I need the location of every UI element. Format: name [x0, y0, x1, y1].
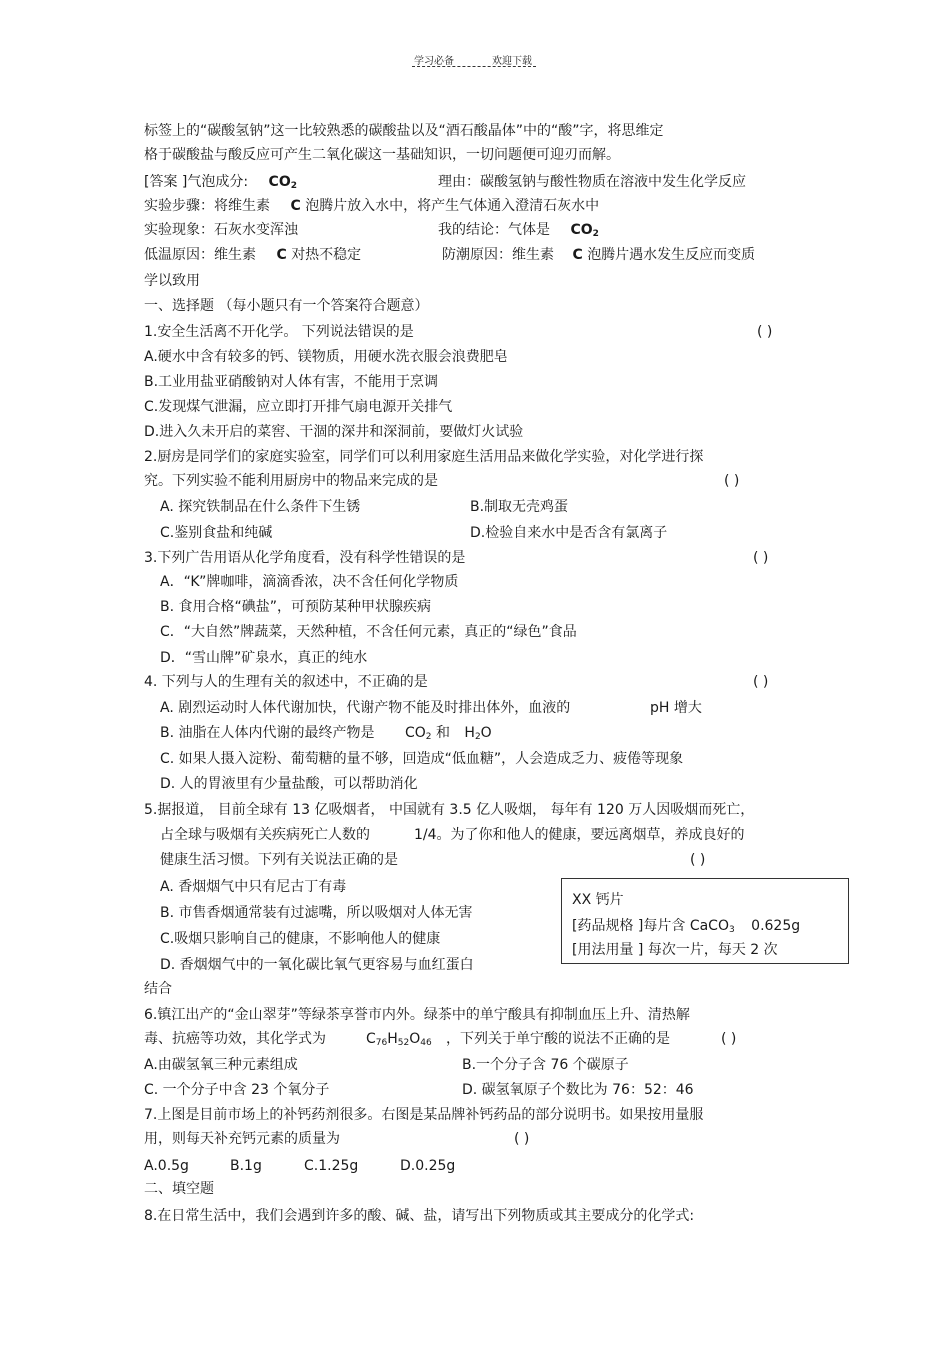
- apply-heading: 学以致用: [144, 273, 200, 289]
- q7-option-b: B.1g: [230, 1158, 262, 1174]
- intro-line-2: 格于碳酸盐与酸反应可产生二氧化碳这一基础知识，一切问题便可迎刃而解。: [144, 147, 620, 163]
- header-divider: [412, 66, 536, 67]
- q5-option-c: C.吸烟只影响自己的健康，不影响他人的健康: [160, 931, 441, 947]
- q2-stem-1: 2.厨房是同学们的家庭实验室，同学们可以利用家庭生活用品来做化学实验，对化学进行探: [144, 449, 704, 465]
- q1-option-d: D.进入久未开启的菜窖、干涸的深井和深洞前，要做灯火试验: [144, 424, 524, 440]
- label-usage: [用法用量 ] 每次一片，每天 2 次: [572, 942, 778, 958]
- q5-option-a: A. 香烟烟气中只有尼古丁有毒: [160, 879, 347, 895]
- q3-stem: 3.下列广告用语从化学角度看，没有科学性错误的是: [144, 550, 466, 566]
- vitamin-c: C: [572, 247, 583, 263]
- q7-stem-1: 7.上图是目前市场上的补钙药剂很多。右图是某品牌补钙药品的部分说明书。如果按用量服: [144, 1107, 704, 1123]
- q5-stem-2b: 1/4。为了你和他人的健康，要远离烟草，养成良好的: [414, 827, 745, 843]
- q5-stem-1: 5.据报道， 目前全球有 13 亿吸烟者， 中国就有 3.5 亿人吸烟， 每年有 120 万人因吸烟而死亡，: [144, 802, 755, 818]
- formula-h-sub: 52: [397, 1038, 410, 1048]
- q5-option-d: D. 香烟烟气中的一氧化碳比氧气更容易与血红蛋白: [160, 957, 474, 973]
- q5-stem-2a: 占全球与吸烟有关疾病死亡人数的: [160, 827, 370, 843]
- q6-option-d: D. 碳氢氧原子个数比为 76：52：46: [462, 1082, 694, 1098]
- steps-b: 泡腾片放入水中，将产生气体通入澄清石灰水中: [305, 198, 600, 214]
- h2o-h: H: [464, 725, 475, 741]
- q1-option-b: B.工业用盐亚硝酸钠对人体有害，不能用于烹调: [144, 374, 439, 390]
- conclusion-text: 我的结论：气体是: [438, 222, 550, 238]
- q8-stem: 8.在日常生活中，我们会遇到许多的酸、碱、盐，请写出下列物质或其主要成分的化学式:: [144, 1208, 695, 1224]
- q5-option-b: B. 市售香烟通常装有过滤嘴，所以吸烟对人体无害: [160, 905, 473, 921]
- moist-a: 防潮原因：维生素: [442, 247, 554, 263]
- answer-conclusion: [438, 221, 599, 243]
- co2-sub: 2: [290, 181, 297, 191]
- formula-o-sub: 46: [420, 1038, 432, 1048]
- q4-answer-blank: ( ): [753, 674, 769, 690]
- q6-option-b: B.一个分子含 76 个碳原子: [462, 1057, 629, 1073]
- q5-option-d-cont: 结合: [144, 981, 172, 997]
- q6-option-a: A.由碳氢氧三种元素组成: [144, 1057, 298, 1073]
- q5-stem-3: 健康生活习惯。下列有关说法正确的是: [160, 852, 398, 868]
- h2o-subscript: 2: [474, 732, 481, 742]
- q7-option-a: A.0.5g: [144, 1158, 189, 1174]
- q3-option-d: D．“雪山牌”矿泉水，真正的纯水: [160, 650, 368, 666]
- co2-formula: CO: [404, 725, 426, 741]
- h2o-o: O: [480, 725, 492, 741]
- q4-option-a: A. 剧烈运动时人体代谢加快，代谢产物不能及时排出体外，血液的: [160, 700, 571, 716]
- answer-phenomenon: 实验现象：石灰水变浑浊: [144, 222, 298, 238]
- q6-stem-2a: 毒、抗癌等功效，其化学式为: [144, 1031, 326, 1047]
- q1-answer-blank: ( ): [757, 324, 773, 340]
- q6-formula: [366, 1030, 432, 1052]
- co2-text: CO: [268, 174, 291, 190]
- co2-text: CO: [570, 222, 593, 238]
- answer-label: [答案 ]气泡成分:: [144, 174, 249, 190]
- intro-line-1: 标签上的“碳酸氢钠”这一比较熟悉的碳酸盐以及“酒石酸晶体”中的“酸”字，将思维定: [144, 123, 664, 139]
- answer-gas: [144, 173, 297, 195]
- label-title: XX 钙片: [572, 892, 624, 908]
- answer-low-temp: [144, 246, 361, 264]
- q1-option-a: A.硬水中含有较多的钙、镁物质，用硬水洗衣服会浪费肥皂: [144, 349, 508, 365]
- q4-option-c: C. 如果人摄入淀粉、葡萄糖的量不够，回造成“低血糖”，人会造成乏力、疲倦等现象: [160, 751, 684, 767]
- vitamin-c: C: [276, 247, 287, 263]
- q4-option-b: [160, 724, 492, 746]
- answer-moisture: [442, 246, 755, 264]
- section-choice: 一、选择题 （每小题只有一个答案符合题意）: [144, 298, 429, 314]
- q7-answer-blank: ( ): [514, 1131, 530, 1147]
- q2-option-c: C.鉴别食盐和纯碱: [160, 525, 273, 541]
- answer-reason: 理由：碳酸氢钠与酸性物质在溶液中发生化学反应: [438, 174, 746, 190]
- low-a: 低温原因：维生素: [144, 247, 256, 263]
- q2-option-b: B.制取无壳鸡蛋: [470, 499, 569, 515]
- formula-c: C: [366, 1031, 376, 1047]
- steps-a: 实验步骤：将维生素: [144, 198, 270, 214]
- q7-stem-2: 用，则每天补充钙元素的质量为: [144, 1131, 340, 1147]
- low-b: 对热不稳定: [291, 247, 362, 263]
- q3-option-c: C．“大自然”牌蔬菜，天然种植，不含任何元素，真正的“绿色”食品: [160, 624, 577, 640]
- formula-h: H: [387, 1031, 398, 1047]
- calcium-label-box: [561, 878, 849, 964]
- q4-option-d: D. 人的胃液里有少量盐酸，可以帮助消化: [160, 776, 418, 792]
- spec-amount: 0.625g: [751, 918, 801, 934]
- co2-sub: 2: [592, 229, 599, 239]
- section-fill: 二、填空题: [144, 1181, 214, 1197]
- q2-option-d: D.检验自来水中是否含有氯离子: [470, 525, 668, 541]
- q4-option-a-ph: pH 增大: [650, 700, 702, 716]
- label-spec: [572, 917, 800, 939]
- q3-answer-blank: ( ): [753, 550, 769, 566]
- formula-c-sub: 76: [375, 1038, 388, 1048]
- q6-stem-2b: ，下列关于单宁酸的说法不正确的是: [446, 1031, 670, 1047]
- q5-answer-blank: ( ): [690, 852, 706, 868]
- q3-option-a: A．“K”牌咖啡，滴滴香浓，决不含任何化学物质: [160, 574, 459, 590]
- moist-b: 泡腾片遇水发生反应而变质: [587, 247, 756, 263]
- q6-answer-blank: ( ): [721, 1031, 737, 1047]
- formula-o: O: [409, 1031, 421, 1047]
- q1-option-c: C.发现煤气泄漏，应立即打开排气扇电源开关排气: [144, 399, 453, 415]
- header-right: 欢迎下载: [492, 56, 532, 67]
- header-left: 学习必备: [414, 56, 454, 67]
- q2-answer-blank: ( ): [724, 473, 740, 489]
- q4-b-and: 和: [435, 725, 450, 741]
- q3-option-b: B. 食用合格“碘盐”，可预防某种甲状腺疾病: [160, 599, 432, 615]
- vitamin-c: C: [290, 198, 301, 214]
- co2-subscript: 2: [425, 732, 432, 742]
- q4-stem: 4. 下列与人的生理有关的叙述中，不正确的是: [144, 674, 428, 690]
- q2-option-a: A. 探究铁制品在什么条件下生锈: [160, 499, 361, 515]
- q4-b-text: B. 油脂在人体内代谢的最终产物是: [160, 725, 375, 741]
- answer-steps: [144, 197, 599, 215]
- q6-stem-1: 6.镇江出产的“金山翠芽”等绿茶享誉市内外。绿茶中的单宁酸具有抑制血压上升、清热解: [144, 1007, 690, 1023]
- caco3-subscript: 3: [728, 925, 735, 935]
- spec-text: [药品规格 ]每片含 CaCO: [572, 918, 729, 934]
- q6-option-c: C. 一个分子中含 23 个氧分子: [144, 1082, 330, 1098]
- q1-stem: 1.安全生活离不开化学。 下列说法错误的是: [144, 324, 414, 340]
- q2-stem-2: 究。下列实验不能利用厨房中的物品来完成的是: [144, 473, 438, 489]
- q7-option-d: D.0.25g: [400, 1158, 456, 1174]
- q7-option-c: C.1.25g: [304, 1158, 359, 1174]
